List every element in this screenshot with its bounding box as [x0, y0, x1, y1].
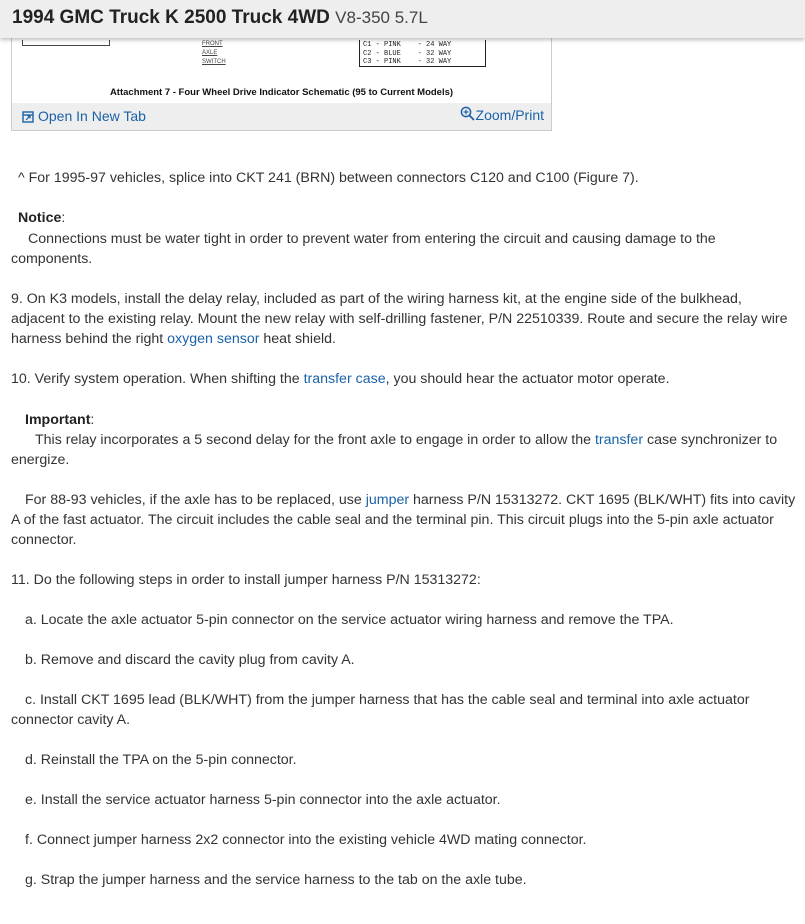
notice-label: Notice [18, 210, 62, 226]
important-colon: : [90, 412, 95, 428]
mini-label: AXLE [202, 50, 218, 56]
substep-a: a. Locate the axle actuator 5-pin connector on the service actuator wiring harness and remove the TPA. [25, 612, 674, 628]
important-text: This relay incorporates a 5 second delay for the front axle to engage in order to allow the transfer case synchronizer to energize. [11, 432, 778, 468]
connector-row: C3 - PINK - 32 WAY [363, 58, 452, 66]
substep-b: b. Remove and discard the cavity plug from cavity A. [25, 652, 355, 668]
open-in-new-tab-label: Open In New Tab [38, 108, 146, 124]
footnote-text: ^ For 1995-97 vehicles, splice into CKT 241 (BRN) between connectors C120 and C100 (Figure 7). [18, 170, 639, 186]
page-title [12, 7, 428, 29]
vehicle-title: 1994 GMC Truck K 2500 Truck 4WD [12, 7, 330, 28]
oxygen-sensor-link[interactable]: oxygen sensor [167, 331, 260, 347]
engine-subtitle: V8-350 5.7L [335, 8, 428, 27]
jumper-link[interactable]: jumper [365, 492, 410, 508]
open-in-new-tab-link[interactable] [22, 108, 146, 126]
substep-f: f. Connect jumper harness 2x2 connector into the existing vehicle 4WD mating connector. [25, 832, 587, 848]
schematic-mini-labels [202, 40, 226, 67]
connector-row: C2 - BLUE - 32 WAY [363, 49, 452, 58]
substep-e: e. Install the service actuator harness 5-pin connector into the axle actuator. [25, 792, 501, 808]
zoom-print-label: Zoom/Print [475, 107, 544, 123]
substep-c: c. Install CKT 1695 lead (BLK/WHT) from the jumper harness that has the cable seal and terminal into axle actuator connector cavity A. [11, 692, 750, 728]
notice-colon: : [61, 210, 66, 226]
connector-table [359, 40, 486, 67]
zoom-print-link[interactable] [460, 106, 544, 124]
connector-row: C1 - PINK - 24 WAY [363, 41, 452, 49]
transfer-link[interactable]: transfer [594, 432, 644, 448]
mini-label: SWITCH [202, 59, 226, 65]
step-9: 9. On K3 models, install the delay relay, included as part of the wiring harness kit, at the engine side of the bulkhead, adjacent to the existing relay. Mount the new relay with self-drilling fastener, P/N 22510339. Route and secure the relay wire harness behind the right oxygen sensor heat shield. [11, 291, 788, 347]
notice-heading [18, 208, 803, 228]
step-10: 10. Verify system operation. When shifting the transfer case, you should hear the actuator motor operate. [11, 371, 670, 387]
open-new-tab-icon [22, 110, 34, 126]
figure-toolbar [12, 103, 551, 130]
notice-text: Connections must be water tight in order to prevent water from entering the circuit and causing damage to the components. [11, 231, 716, 267]
note-88-93: For 88-93 vehicles, if the axle has to be replaced, use jumper harness P/N 15313272. CKT 1695 (BLK/WHT) fits into cavity A of the fast actuator. The circuit includes the cable seal and the terminal pin. This circuit plugs into the 5-pin axle actuator connector. [11, 492, 796, 548]
step-11: 11. Do the following steps in order to install jumper harness P/N 15313272: [11, 572, 481, 588]
page-header [0, 0, 805, 38]
zoom-in-icon [460, 106, 475, 124]
mini-label: FRONT [202, 41, 223, 47]
schematic-component-box [22, 40, 110, 46]
substep-d: d. Reinstall the TPA on the 5-pin connector. [25, 752, 297, 768]
transfer-case-link[interactable]: transfer case [303, 371, 386, 387]
substep-g: g. Strap the jumper harness and the service harness to the tab on the axle tube. [25, 872, 527, 888]
important-heading [25, 410, 805, 430]
schematic-caption: Attachment 7 - Four Wheel Drive Indicator Schematic (95 to Current Models) [109, 87, 454, 98]
important-label: Important [25, 412, 91, 428]
